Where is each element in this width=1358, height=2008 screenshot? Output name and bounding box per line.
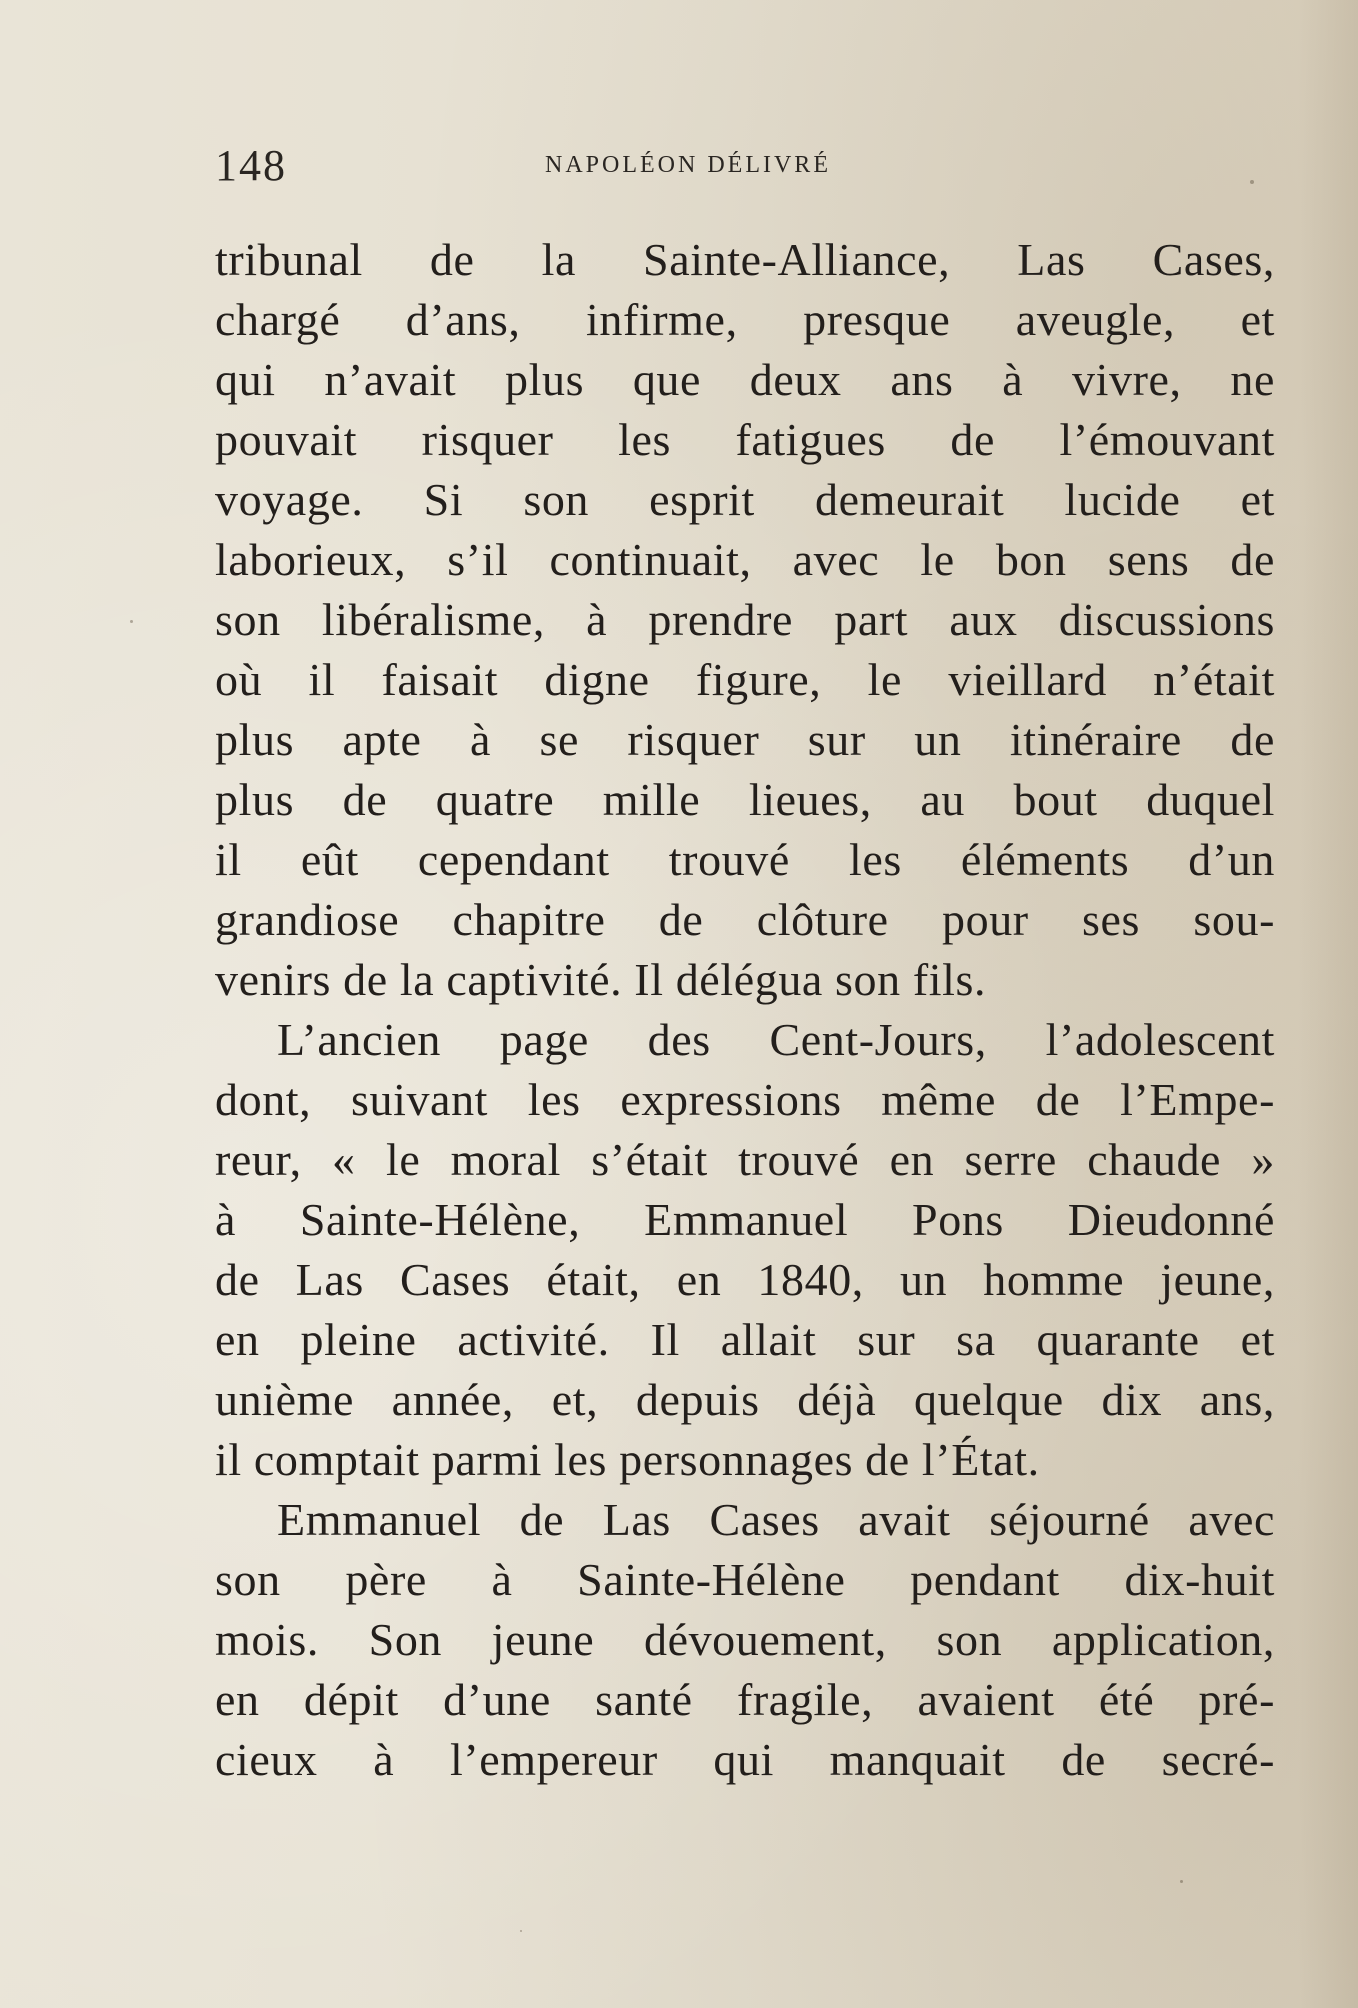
text-line: à Sainte-Hélène, Emmanuel Pons Dieudonné bbox=[215, 1194, 1275, 1245]
text-line: voyage. Si son esprit demeurait lucide et bbox=[215, 474, 1275, 525]
running-title: NAPOLÉON DÉLIVRÉ bbox=[545, 152, 831, 178]
paper-speck bbox=[1180, 1880, 1183, 1883]
text-line: tribunal de la Sainte-Alliance, Las Cases, bbox=[215, 234, 1275, 285]
text-line: Emmanuel de Las Cases avait séjourné avec bbox=[277, 1494, 1275, 1545]
text-line: dont, suivant les expressions même de l’Empe- bbox=[215, 1074, 1275, 1125]
text-line: L’ancien page des Cent-Jours, l’adolescent bbox=[277, 1014, 1275, 1065]
running-head bbox=[215, 140, 1275, 200]
page-number: 148 bbox=[215, 141, 287, 190]
text-line: plus de quatre mille lieues, au bout duquel bbox=[215, 774, 1275, 825]
text-line: unième année, et, depuis déjà quelque dix ans, bbox=[215, 1374, 1275, 1425]
text-line: de Las Cases était, en 1840, un homme jeune, bbox=[215, 1254, 1275, 1305]
text-line: grandiose chapitre de clôture pour ses sou- bbox=[215, 894, 1275, 945]
text-line: chargé d’ans, infirme, presque aveugle, et bbox=[215, 294, 1275, 345]
text-line: qui n’avait plus que deux ans à vivre, ne bbox=[215, 354, 1275, 405]
text-line: son libéralisme, à prendre part aux discussions bbox=[215, 594, 1275, 645]
text-line: plus apte à se risquer sur un itinéraire de bbox=[215, 714, 1275, 765]
paper-speck bbox=[130, 620, 133, 623]
text-line: où il faisait digne figure, le vieillard n’était bbox=[215, 654, 1275, 705]
text-line: il comptait parmi les personnages de l’État. bbox=[215, 1434, 1040, 1485]
text-line: venirs de la captivité. Il délégua son fils. bbox=[215, 954, 987, 1005]
text-line: son père à Sainte-Hélène pendant dix-huit bbox=[215, 1554, 1275, 1605]
text-line: il eût cependant trouvé les éléments d’un bbox=[215, 834, 1275, 885]
text-line: en dépit d’une santé fragile, avaient été pré- bbox=[215, 1674, 1275, 1725]
text-line: laborieux, s’il continuait, avec le bon sens de bbox=[215, 534, 1275, 585]
text-line: pouvait risquer les fatigues de l’émouvant bbox=[215, 414, 1275, 465]
text-line: en pleine activité. Il allait sur sa quarante et bbox=[215, 1314, 1275, 1365]
paper-speck bbox=[520, 1930, 522, 1932]
paper-speck bbox=[1250, 180, 1254, 184]
text-line: reur, « le moral s’était trouvé en serre chaude » bbox=[215, 1134, 1275, 1185]
text-line: cieux à l’empereur qui manquait de secré- bbox=[215, 1734, 1275, 1785]
body-text bbox=[215, 230, 1275, 1790]
text-line: mois. Son jeune dévouement, son application, bbox=[215, 1614, 1275, 1665]
